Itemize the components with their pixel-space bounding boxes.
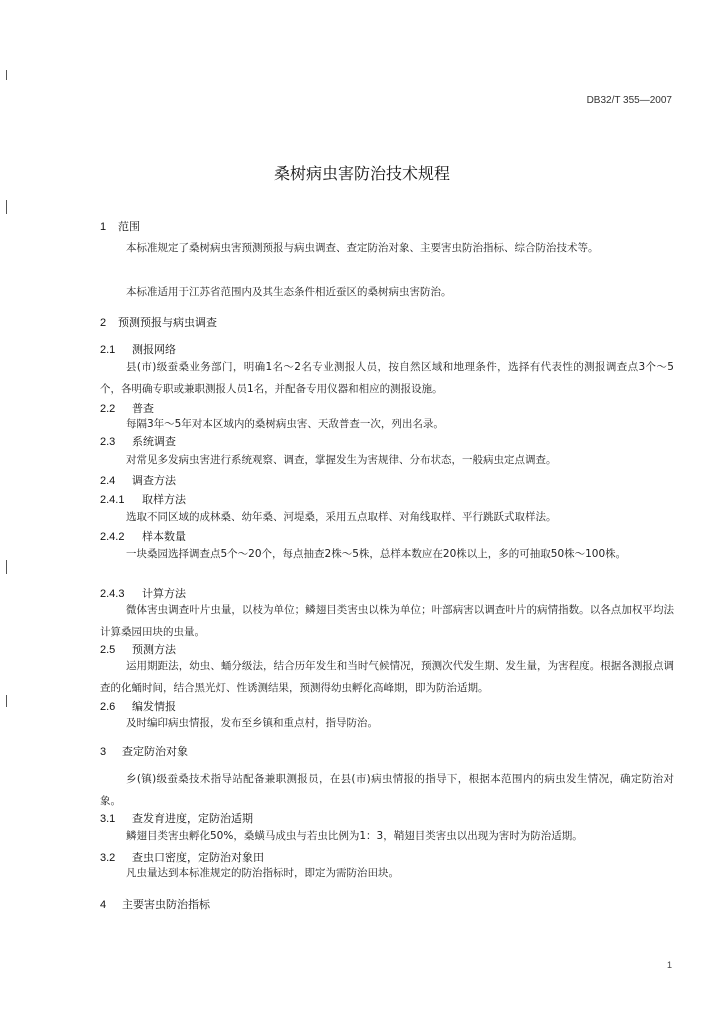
- paragraph: 乡(镇)级蚕桑技术指导站配备兼职测报员，在县(市)病虫情报的指导下，根据本范围内的病虫发生情况，确定防治对象。: [100, 773, 674, 807]
- paragraph: 鳞翅目类害虫孵化50%，桑蟥马成虫与若虫比例为1：3，鞘翅目类害虫以出现为害时为防治适期。: [126, 830, 583, 842]
- section-2-heading: [100, 314, 217, 330]
- section-1-heading: [100, 218, 140, 234]
- subsection-2-3-heading: [100, 433, 176, 449]
- section-number: 2.2: [100, 403, 116, 415]
- section-title: 计算方法: [142, 587, 186, 600]
- paragraph: 选取不同区域的成林桑、幼年桑、河堤桑，采用五点取样、对角线取样、平行跳跃式取样法。: [126, 511, 557, 523]
- section-number: 2.1: [100, 344, 116, 356]
- subsection-2-4-heading: [100, 472, 176, 488]
- subsection-2-4-2-heading: [100, 528, 186, 544]
- section-title: 调查方法: [132, 474, 176, 487]
- section-title: 预测预报与病虫调查: [118, 316, 217, 329]
- section-number: 2.5: [100, 644, 116, 656]
- paragraph: 凡虫量达到本标准规定的防治指标时，即定为需防治田块。: [126, 867, 399, 879]
- scan-mark: [6, 200, 7, 214]
- page-title: 桑树病虫害防治技术规程: [273, 164, 450, 183]
- section-number: 2.4.3: [100, 588, 125, 600]
- section-title: 编发情报: [132, 700, 176, 713]
- paragraph: 运用期距法，幼虫、蛹分级法，结合历年发生和当时气候情况，预测次代发生期、发生量，为害程度。根据各测报点调查的化蛹时间，结合黑光灯、性诱测结果，预测得幼虫孵化高峰期，即为防治适期。: [100, 660, 674, 694]
- section-number: 2: [100, 317, 107, 329]
- section-title: 取样方法: [142, 493, 186, 506]
- subsection-2-4-1-heading: [100, 491, 186, 507]
- section-title: 预测方法: [132, 643, 176, 656]
- paragraph: 微体害虫调查叶片虫量，以枝为单位；鳞翅目类害虫以株为单位；叶部病害以调查叶片的病情指数。以各点加权平均法计算桑园田块的虫量。: [100, 604, 674, 638]
- section-number: 2.4: [100, 475, 116, 487]
- scan-mark: [6, 70, 7, 80]
- section-title: 范围: [118, 220, 140, 233]
- section-number: 2.6: [100, 701, 116, 713]
- paragraph: 本标准适用于江苏省范围内及其生态条件相近蚕区的桑树病虫害防治。: [126, 286, 452, 298]
- section-title: 查虫口密度，定防治对象田: [132, 851, 264, 864]
- section-title: 查发育进度，定防治适期: [132, 812, 253, 825]
- section-number: 3.2: [100, 852, 116, 864]
- section-number: 3: [100, 746, 107, 758]
- subsection-2-1-heading: [100, 341, 176, 357]
- section-title: 普查: [132, 402, 154, 415]
- paragraph: 对常见多发病虫害进行系统观察、调查，掌握发生为害规律、分布状态，一般病虫定点调查。: [126, 454, 557, 466]
- section-number: 2.4.2: [100, 531, 125, 543]
- section-3-heading: [100, 743, 188, 759]
- paragraph: 本标准规定了桑树病虫害预测预报与病虫调查、查定防治对象、主要害虫防治指标、综合防治技术等。: [126, 242, 599, 254]
- scan-mark: [6, 695, 7, 707]
- section-title: 测报网络: [132, 343, 176, 356]
- section-number: 3.1: [100, 813, 116, 825]
- paragraph: 及时编印病虫情报，发布至乡镇和重点村，指导防治。: [126, 717, 378, 729]
- section-number: 2.4.1: [100, 494, 125, 506]
- section-4-heading: [100, 896, 210, 912]
- paragraph: 县(市)级蚕桑业务部门，明确1名～2名专业测报人员，按自然区域和地理条件，选择有代表性的测报调查点3个～5个，各明确专职或兼职测报人员1名，并配备专用仪器和相应的测报设施。: [100, 361, 674, 395]
- paragraph: 一块桑园选择调查点5个～20个，每点抽查2株～5株，总样本数应在20株以上，多的可抽取50株～100株。: [126, 548, 627, 560]
- standard-code: DB32/T 355—2007: [586, 95, 672, 106]
- section-number: 1: [100, 221, 107, 233]
- section-title: 查定防治对象: [122, 745, 188, 758]
- section-number: 4: [100, 899, 107, 911]
- section-title: 样本数量: [142, 530, 186, 543]
- subsection-3-1-heading: [100, 810, 253, 826]
- page-number: 1: [666, 960, 672, 970]
- section-title: 系统调查: [132, 435, 176, 448]
- section-number: 2.3: [100, 436, 116, 448]
- scan-mark: [6, 560, 7, 574]
- section-title: 主要害虫防治指标: [122, 898, 210, 911]
- paragraph: 每隔3年～5年对本区域内的桑树病虫害、天敌普查一次，列出名录。: [126, 418, 444, 430]
